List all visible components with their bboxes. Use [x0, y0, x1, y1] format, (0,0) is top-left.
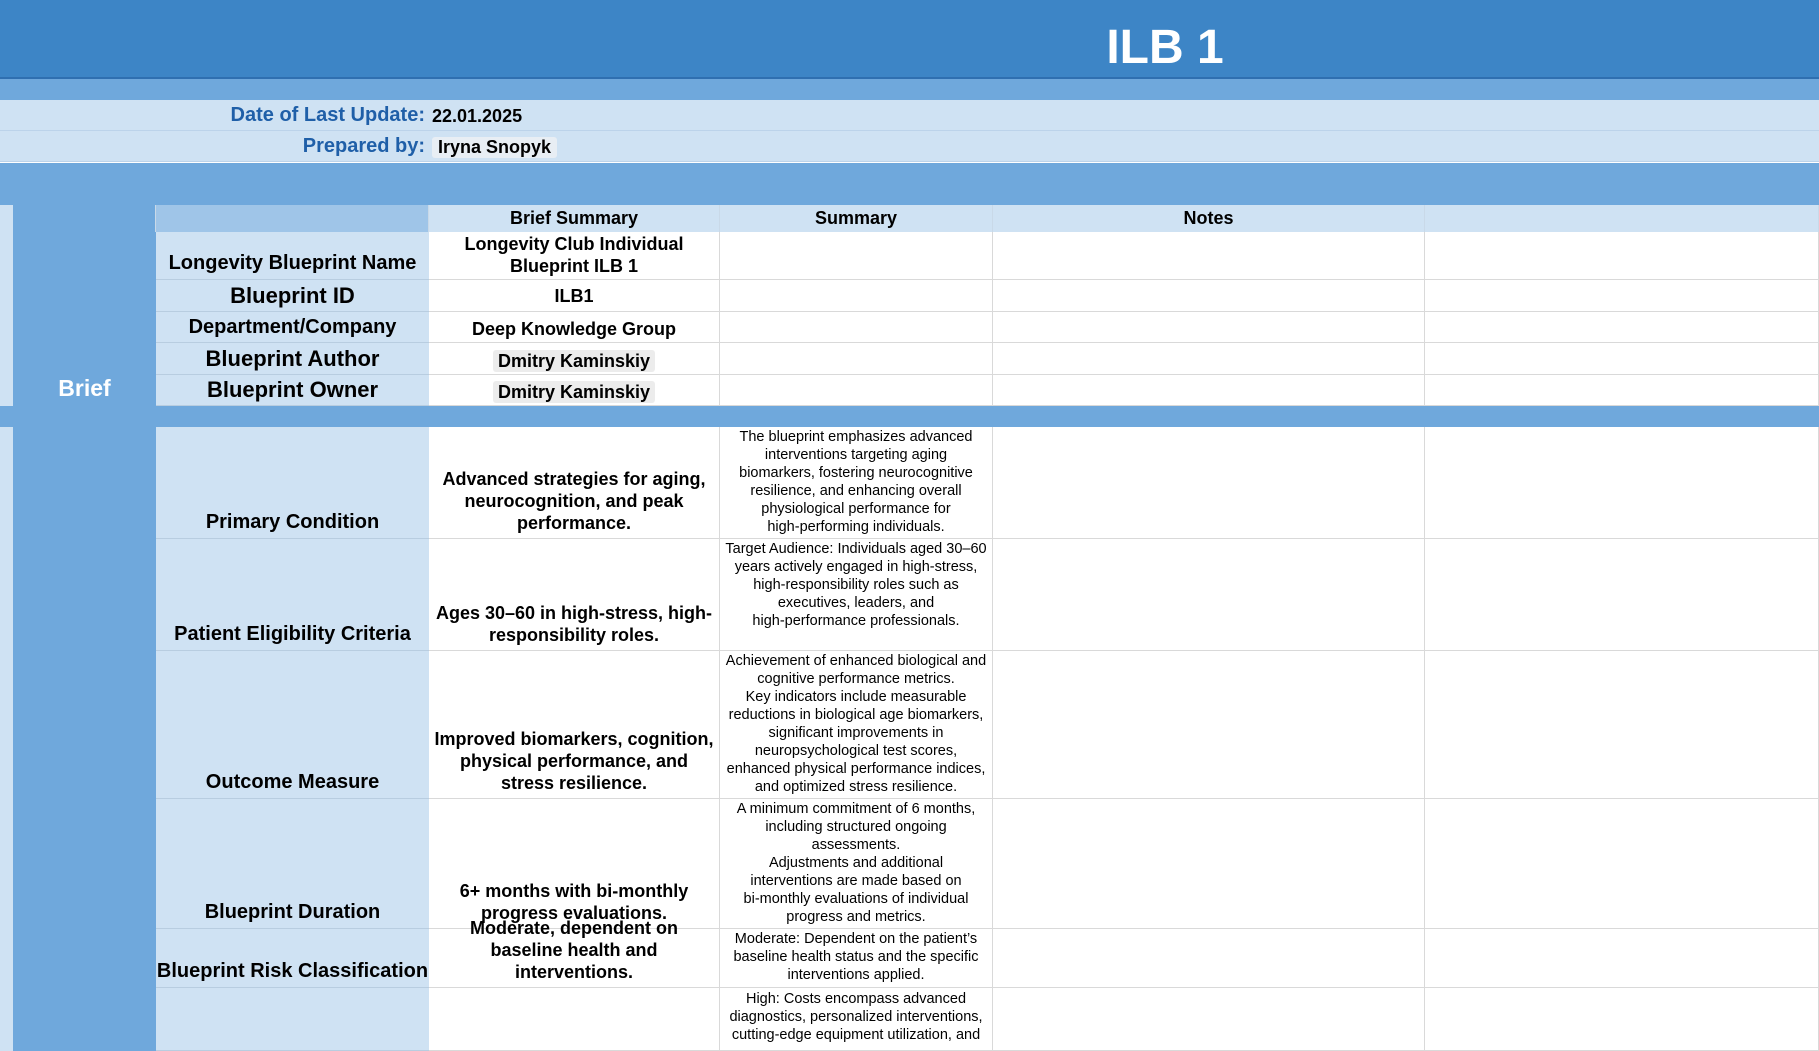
section-band [0, 163, 1819, 205]
owner-chip[interactable]: Dmitry Kaminskiy [493, 381, 655, 403]
extra-cell[interactable] [1425, 343, 1819, 375]
page-title: ILB 1 [1106, 21, 1224, 74]
detail-row-label [156, 988, 429, 1051]
detail-row-label: Outcome Measure [156, 651, 429, 799]
brief-row-label: Longevity Blueprint Name [156, 232, 429, 280]
notes-cell[interactable] [993, 343, 1425, 375]
detail-row-summary[interactable]: The blueprint emphasizes advanced interventions targeting aging biomarkers, fostering neurocognitive resilience, and enhancing overall physiological performance for high-performing individuals. [720, 427, 993, 539]
header-label-cell [156, 205, 429, 232]
brief-row-value[interactable]: Longevity Club Individual Blueprint ILB 1 [429, 232, 720, 280]
summary-cell[interactable] [720, 375, 993, 406]
notes-cell[interactable] [993, 651, 1425, 799]
column-header-brief-summary[interactable]: Brief Summary [429, 205, 720, 232]
meta-row-last-update [0, 100, 1819, 131]
detail-row-summary[interactable]: High: Costs encompass advanced diagnostics, personalized interventions, cutting-edge equipment utilization, and [720, 988, 993, 1051]
detail-row-brief[interactable]: Ages 30–60 in high-stress, high-responsibility roles. [429, 539, 720, 651]
detail-row-summary[interactable]: A minimum commitment of 6 months, including structured ongoing assessments. Adjustments and additional interventions are made based on bi-monthly evaluations of individual progress and metrics. [720, 799, 993, 929]
brief-row-label: Blueprint ID [156, 280, 429, 312]
summary-cell[interactable] [720, 312, 993, 343]
detail-row-label: Blueprint Risk Classification [156, 929, 429, 988]
column-header-summary[interactable]: Summary [720, 205, 993, 232]
meta-row-prepared-by [0, 131, 1819, 162]
brief-row-label: Department/Company [156, 312, 429, 343]
extra-cell[interactable] [1425, 232, 1819, 280]
detail-row-summary[interactable]: Target Audience: Individuals aged 30–60 years actively engaged in high-stress, high-responsibility roles such as executives, leaders, and high-performance professionals. [720, 539, 993, 651]
extra-cell[interactable] [1425, 929, 1819, 988]
detail-row-brief[interactable]: Improved biomarkers, cognition, physical performance, and stress resilience. [429, 651, 720, 799]
detail-row-brief[interactable]: 6+ months with bi-monthly progress evaluations. [429, 799, 720, 929]
extra-cell[interactable] [1425, 427, 1819, 539]
left-strip-lower [0, 427, 13, 1051]
header-section-cell [13, 205, 156, 232]
detail-row-summary[interactable]: Achievement of enhanced biological and cognitive performance metrics. Key indicators include measurable reductions in biological age biomarkers, significant improvements in neuropsychological test scores, enhanced physical performance indices, and optimized stress resilience. [720, 651, 993, 799]
notes-cell[interactable] [993, 799, 1425, 929]
section-label-brief: Brief [58, 375, 111, 401]
summary-cell[interactable] [720, 343, 993, 375]
title-bar [0, 0, 1819, 79]
notes-cell[interactable] [993, 232, 1425, 280]
summary-cell[interactable] [720, 232, 993, 280]
notes-cell[interactable] [993, 375, 1425, 406]
prepared-by-chip[interactable]: Iryna Snopyk [432, 137, 557, 158]
left-strip [0, 205, 13, 406]
extra-cell[interactable] [1425, 312, 1819, 343]
notes-cell[interactable] [993, 929, 1425, 988]
extra-cell[interactable] [1425, 280, 1819, 312]
section-divider-band [0, 406, 1819, 427]
last-update-label: Date of Last Update: [230, 104, 425, 126]
notes-cell[interactable] [993, 280, 1425, 312]
section-column-details [13, 427, 156, 1051]
column-header-notes[interactable]: Notes [993, 205, 1425, 232]
brief-row-label: Blueprint Author [156, 343, 429, 375]
extra-cell[interactable] [1425, 651, 1819, 799]
detail-row-brief[interactable] [429, 988, 720, 1051]
detail-row-brief[interactable]: baseline health and interventions. [429, 929, 720, 988]
last-update-value[interactable]: 22.01.2025 [432, 106, 523, 126]
brief-row-value[interactable]: ILB1 [429, 280, 720, 312]
detail-row-label: Primary Condition [156, 427, 429, 539]
notes-cell[interactable] [993, 312, 1425, 343]
detail-row-brief[interactable]: Advanced strategies for aging, neurocognition, and peak performance. [429, 427, 720, 539]
author-chip[interactable]: Dmitry Kaminskiy [493, 350, 655, 372]
detail-row-label: Patient Eligibility Criteria [156, 539, 429, 651]
brief-row-value[interactable]: Deep Knowledge Group [429, 312, 720, 343]
detail-row-summary[interactable]: Moderate: Dependent on the patient’s baseline health status and the specific interventions applied. [720, 929, 993, 988]
notes-cell[interactable] [993, 539, 1425, 651]
extra-cell[interactable] [1425, 375, 1819, 406]
extra-cell[interactable] [1425, 539, 1819, 651]
detail-row-label: Blueprint Duration [156, 799, 429, 929]
header-band [0, 79, 1819, 100]
brief-row-value[interactable] [429, 375, 720, 406]
notes-cell[interactable] [993, 988, 1425, 1051]
brief-row-value[interactable] [429, 343, 720, 375]
summary-cell[interactable] [720, 280, 993, 312]
prepared-by-label: Prepared by: [302, 135, 425, 157]
notes-cell[interactable] [993, 427, 1425, 539]
extra-cell[interactable] [1425, 799, 1819, 929]
column-header-empty[interactable] [1425, 205, 1819, 232]
extra-cell[interactable] [1425, 988, 1819, 1051]
brief-row-label: Blueprint Owner [156, 375, 429, 406]
